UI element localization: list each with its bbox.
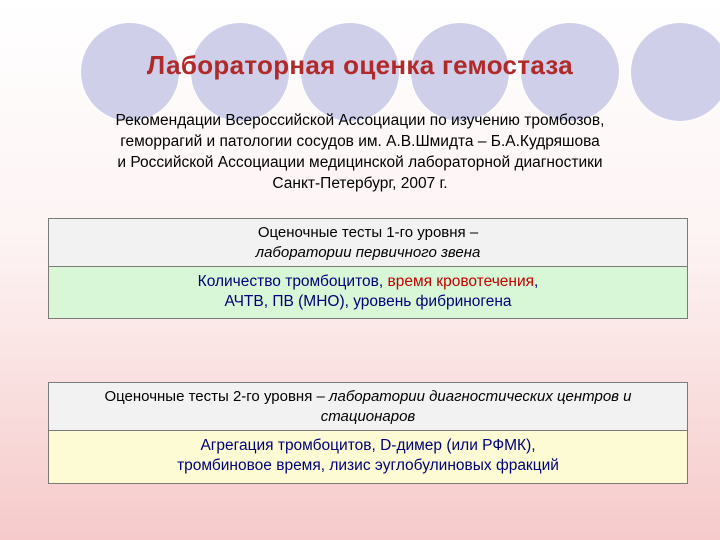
slide-subtitle xyxy=(40,110,680,194)
tests-comma: , xyxy=(534,273,539,290)
subtitle-line: Рекомендации Всероссийской Ассоциации по изучению тромбозов, xyxy=(115,112,605,129)
level2-heading-main: Оценочные тесты 2-го уровня – xyxy=(104,388,330,405)
level1-tests xyxy=(49,267,687,318)
slide-title: Лабораторная оценка гемостаза xyxy=(146,50,574,80)
level2-heading xyxy=(49,383,687,431)
test-bleeding-time: время кровотечения xyxy=(387,273,534,290)
test-platelet-count: Количество тромбоцитов, xyxy=(197,273,388,290)
level1-tests-box xyxy=(48,218,688,319)
level1-heading xyxy=(49,219,687,267)
level1-heading-main: Оценочные тесты 1-го уровня – xyxy=(257,224,479,241)
level2-heading-sub: лаборатории диагностических центров и стационаров xyxy=(320,388,632,425)
level2-tests xyxy=(49,431,687,483)
level1-tests-line: АЧТВ, ПВ (МНО), уровень фибриногена xyxy=(224,293,512,310)
subtitle-line: геморрагий и патологии сосудов им. А.В.Шмидта – Б.А.Кудряшова xyxy=(120,133,600,150)
level2-tests-box xyxy=(48,382,688,484)
subtitle-line: и Российской Ассоциации медицинской лабораторной диагностики xyxy=(117,154,603,171)
level1-tests-line xyxy=(59,272,677,292)
level1-heading-sub: лаборатории первичного звена xyxy=(255,244,481,261)
level2-tests-line: тромбиновое время, лизис эуглобулиновых фракций xyxy=(177,457,559,474)
subtitle-line: Санкт-Петербург, 2007 г. xyxy=(272,175,448,192)
level2-tests-line: Агрегация тромбоцитов, D-димер (или РФМК), xyxy=(200,437,536,454)
